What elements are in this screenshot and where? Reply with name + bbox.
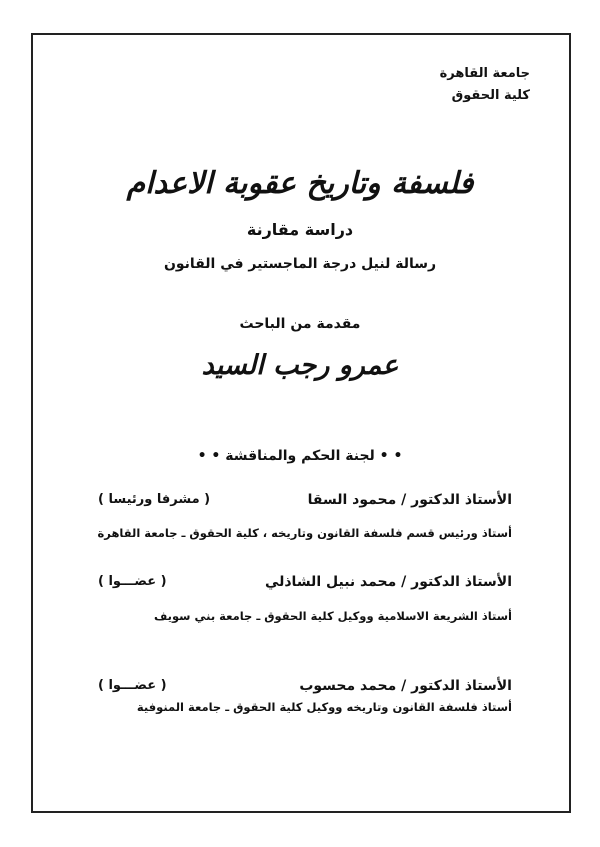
member-position: أستاذ ورئيس قسم فلسفة القانون وتاريخه ، كلية الحقوق ـ جامعة القاهرة bbox=[97, 526, 512, 540]
degree-statement: رسالة لنيل درجة الماجستير في القانون bbox=[163, 256, 437, 272]
thesis-title: فلسفة وتاريخ عقوبة الاعدام bbox=[126, 166, 474, 201]
thesis-subtitle: دراسة مقارنة bbox=[246, 220, 354, 239]
member-position: أستاذ فلسفة القانون وتاريخه ووكيل كلية الحقوق ـ جامعة المنوفية bbox=[136, 700, 512, 714]
member-role: ( عضـــوا ) bbox=[98, 678, 167, 693]
page-border bbox=[31, 33, 571, 813]
member-name: الأستاذ الدكتور / محمد محسوب bbox=[299, 678, 512, 694]
committee-heading: • • لجنة الحكم والمناقشة • • bbox=[197, 448, 403, 464]
author-name: عمرو رجب السيد bbox=[201, 350, 399, 381]
university-name: جامعة القاهرة bbox=[439, 66, 530, 81]
faculty-name: كلية الحقوق bbox=[451, 88, 530, 103]
member-name: الأستاذ الدكتور / محمود السقا bbox=[307, 492, 512, 508]
member-role: ( عضـــوا ) bbox=[98, 574, 167, 589]
member-role: ( مشرفا ورئيسا ) bbox=[98, 492, 211, 507]
member-name: الأستاذ الدكتور / محمد نبيل الشاذلي bbox=[264, 574, 512, 590]
presented-by-label: مقدمة من الباحث bbox=[239, 316, 361, 332]
member-position: أستاذ الشريعة الاسلامية ووكيل كلية الحقوق ـ جامعة بني سويف bbox=[153, 609, 512, 623]
